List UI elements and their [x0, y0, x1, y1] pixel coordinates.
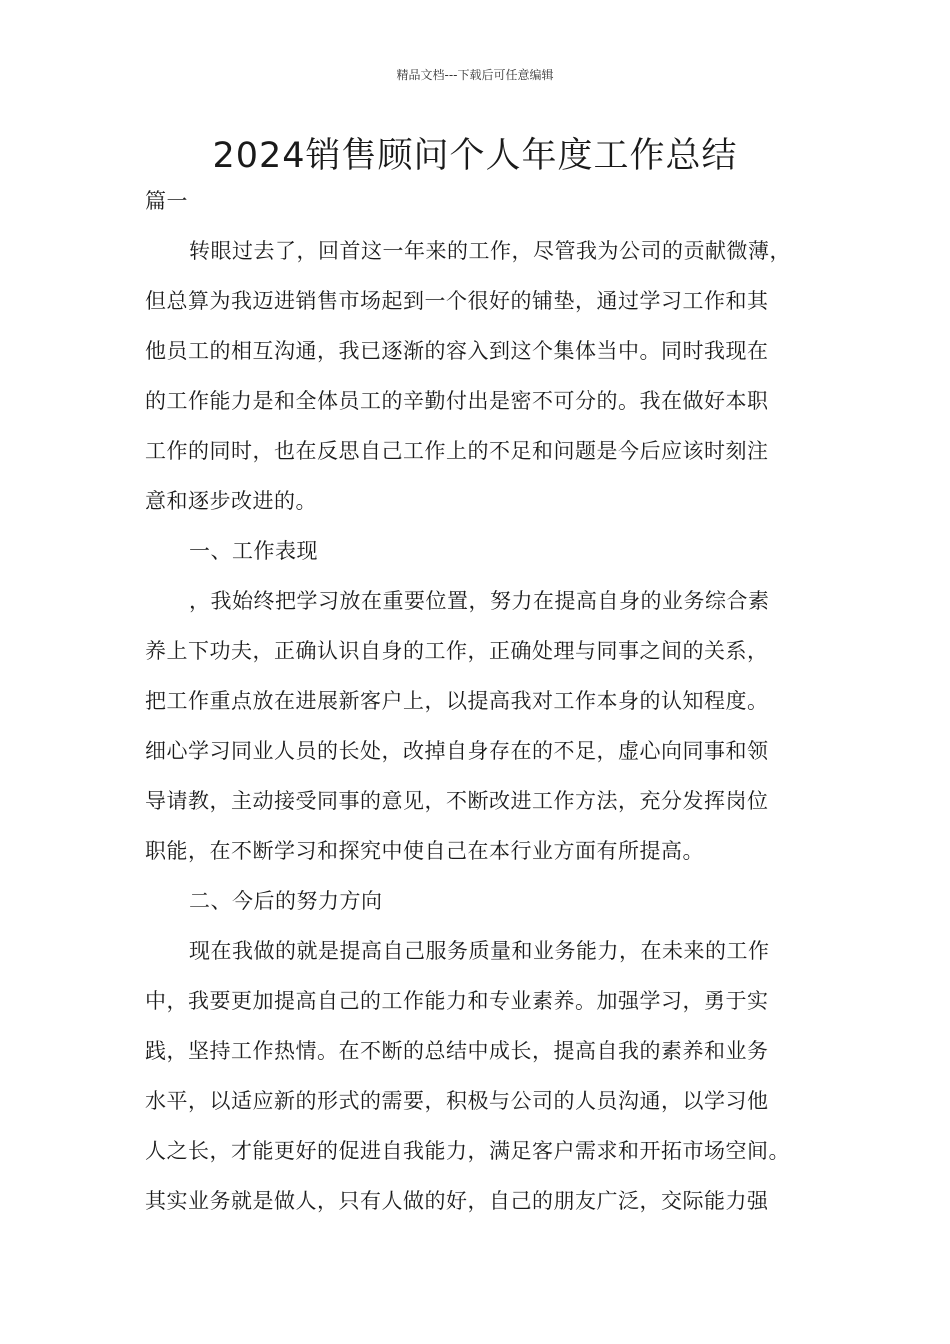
document-title: 2024销售顾问个人年度工作总结	[212, 136, 738, 176]
text-line: 工作的同时，也在反思自己工作上的不足和问题是今后应该时刻注	[145, 439, 769, 463]
text-line: 细心学习同业人员的长处，改掉自身存在的不足，虚心向同事和领	[145, 739, 769, 763]
text-line: 转眼过去了，回首这一年来的工作，尽管我为公司的贡献微薄，	[189, 239, 791, 263]
text-line: 现在我做的就是提高自己服务质量和业务能力，在未来的工作	[189, 939, 770, 963]
text-line: 其实业务就是做人，只有人做的好，自己的朋友广泛，交际能力强	[145, 1189, 769, 1213]
text-line: 导请教，主动接受同事的意见，不断改进工作方法，充分发挥岗位	[145, 789, 769, 813]
page-header: 精品文档---下载后可任意编辑	[396, 68, 554, 82]
text-line: 水平，以适应新的形式的需要，积极与公司的人员沟通，以学习他	[145, 1089, 769, 1113]
text-line: 职能，在不断学习和探究中使自己在本行业方面有所提高。	[145, 839, 704, 863]
text-line: 养上下功夫，正确认识自身的工作，正确处理与同事之间的关系，	[145, 639, 769, 663]
text-line: 中，我要更加提高自己的工作能力和专业素养。加强学习，勇于实	[145, 989, 769, 1013]
text-line: 一、工作表现	[189, 539, 318, 563]
text-line: 的工作能力是和全体员工的辛勤付出是密不可分的。我在做好本职	[145, 389, 769, 413]
text-line: 把工作重点放在进展新客户上，以提高我对工作本身的认知程度。	[145, 689, 769, 713]
text-line: 他员工的相互沟通，我已逐渐的容入到这个集体当中。同时我现在	[145, 339, 769, 363]
text-line: 但总算为我迈进销售市场起到一个很好的铺垫，通过学习工作和其	[145, 289, 769, 313]
text-line: 意和逐步改进的。	[145, 489, 317, 513]
paragraph-lines	[145, 231, 825, 1231]
text-line: ，我始终把学习放在重要位置，努力在提高自身的业务综合素	[189, 589, 770, 613]
text-line: 践，坚持工作热情。在不断的总结中成长，提高自我的素养和业务	[145, 1039, 769, 1063]
part-label: 篇一	[145, 189, 188, 213]
document-body	[145, 181, 825, 1231]
text-line: 二、今后的努力方向	[189, 889, 383, 913]
text-line: 人之长，才能更好的促进自我能力，满足客户需求和开拓市场空间。	[145, 1139, 790, 1163]
